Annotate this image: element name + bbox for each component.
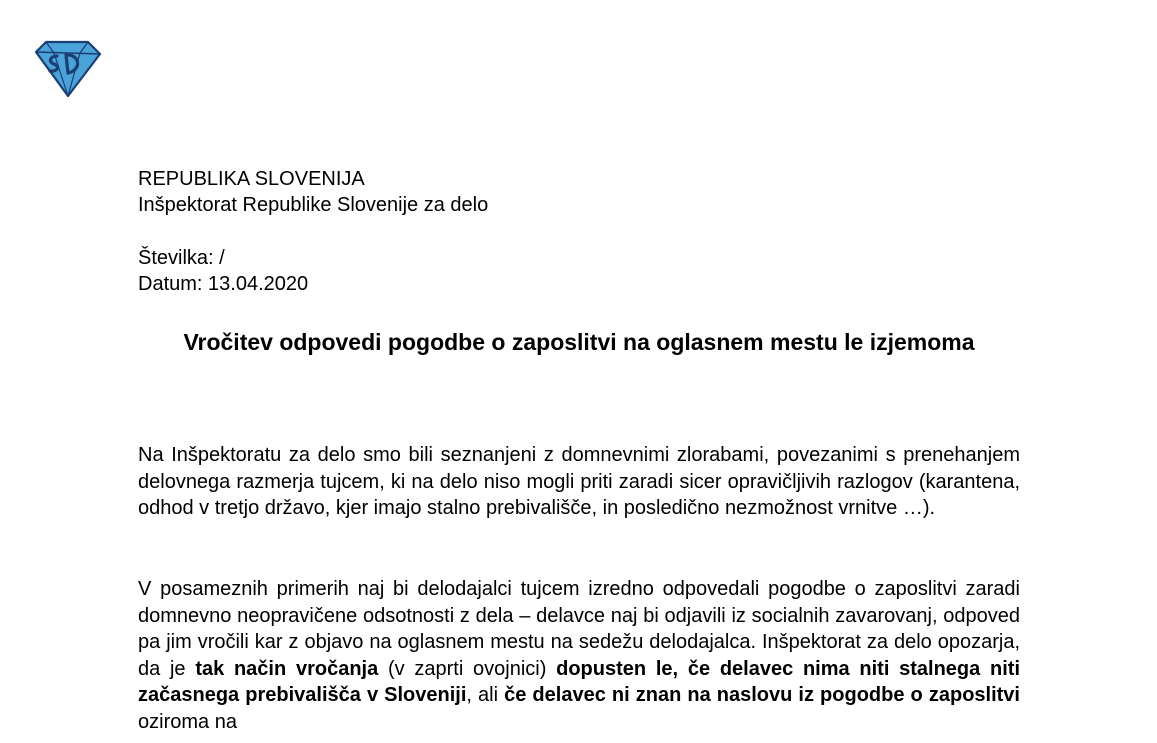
org-country: REPUBLIKA SLOVENIJA [138,168,365,190]
number-label: Številka: [138,247,214,269]
date-label: Datum: [138,273,203,295]
paragraph-2-bold-3: če delavec ni znan na naslovu iz pogodbe o zaposlitvi [504,684,1020,706]
paragraph-2-text-1: V posameznih primerih naj bi delodajalci tujcem izredno odpovedali pogodbe o zaposlitvi zaradi domnevno neopravičene odsotnosti z dela – delavce naj bi odjavili iz socialnih zavarovanj, odpoved pa jim vročili kar z objavo na oglasnem mestu na sedežu delodajalca. Inšpektorat za delo opozarja, da je [138,578,1020,680]
document-meta [138,245,308,297]
date-value: 13.04.2020 [208,273,309,295]
document-title: Vročitev odpovedi pogodbe o zaposlitvi na oglasnem mestu le izjemoma [183,329,975,355]
paragraph-2-text-2: (v zaprti ovojnici) [378,657,557,680]
org-name: Inšpektorat Republike Slovenije za delo [138,194,489,216]
organization-logo-icon [30,40,104,100]
paragraph-2-bold-2: dopusten le, če delavec nima niti stalnega niti začasnega prebivališča v Sloveniji [138,657,1020,706]
paragraph-2-bold-1: tak način vročanja [195,657,379,680]
document-header [138,166,488,218]
number-row [138,245,308,271]
paragraph-2 [138,576,1020,735]
paragraph-1: Na Inšpektoratu za delo smo bili seznanjeni z domnevnimi zlorabami, povezanimi s prenehanjem delovnega razmerja tujcem, ki na delo niso mogli priti zaradi sicer opravičljivih razlogov (karantena, odhod v tretjo državo, kjer imajo stalno prebivališče, in posledično nezmožnost vrnitve …). [138,444,1020,519]
number-value: / [219,247,225,269]
paragraph-2-text-3: , ali [466,684,505,706]
paragraph-2-text-4: oziroma na [138,710,237,733]
date-row [138,271,308,297]
